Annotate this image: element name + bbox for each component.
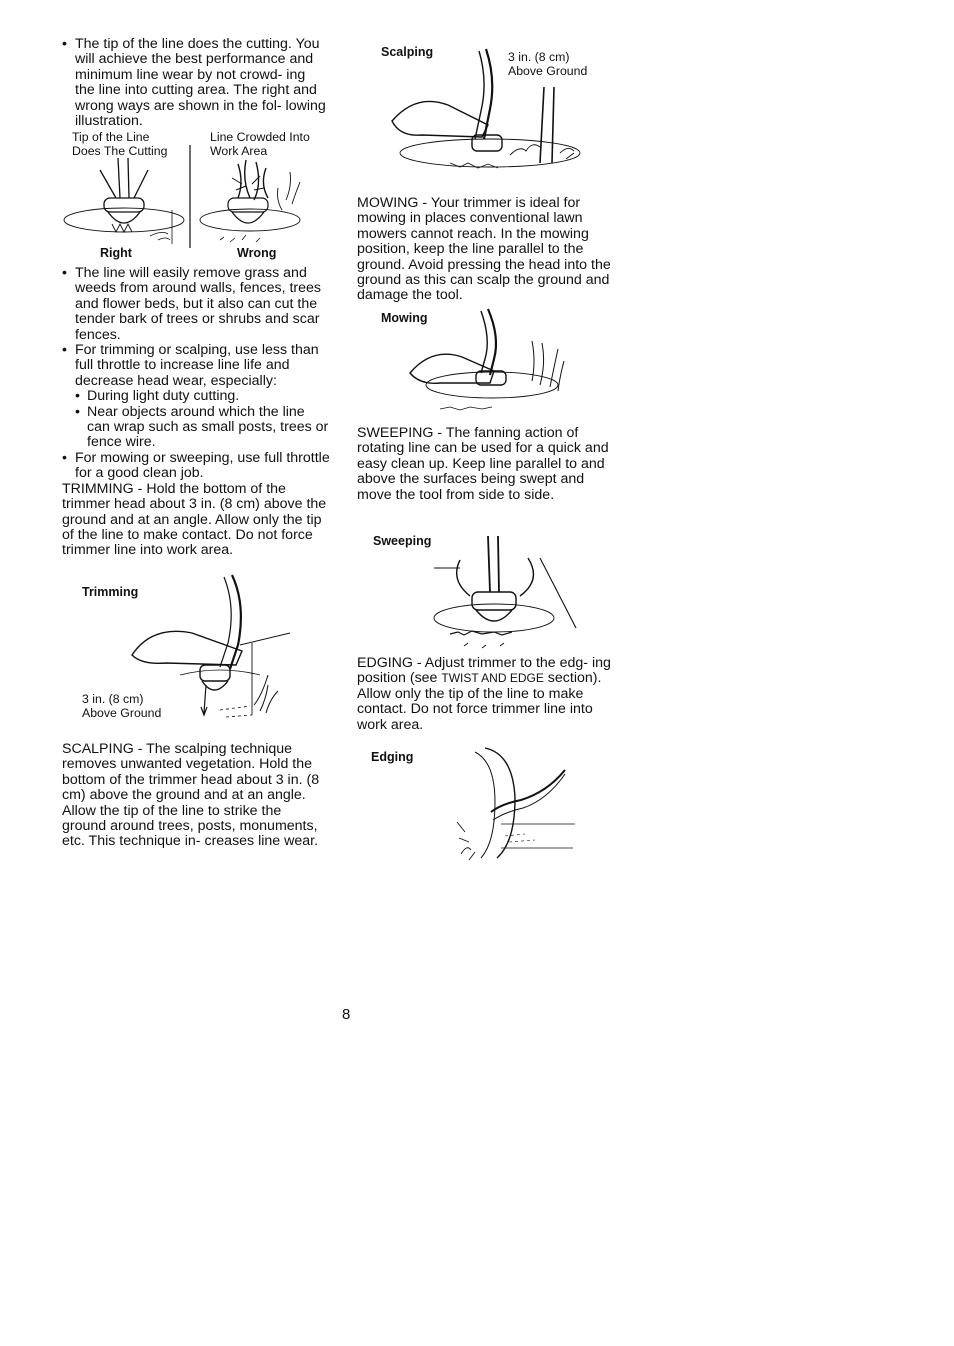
- scalp-height-line1: 3 in. (8 cm): [508, 50, 570, 64]
- bullet-dot: •: [62, 449, 67, 466]
- bullet-tip-cutting: [62, 37, 328, 129]
- sub-bullet-light: [62, 389, 330, 404]
- sub-bullet-near: [62, 405, 330, 451]
- caption-crowd-line2: Work Area: [210, 144, 268, 158]
- page-number: 8: [342, 1006, 351, 1023]
- bullet-tip-text: The tip of the line does the cutting. You will achieve the best performance and minimum line wear by not crowd- ing the line into cutting area. The right and wrong ways are shown in the fol- lowing illustration.: [75, 36, 326, 130]
- edging-text: [357, 656, 621, 733]
- edging-text-twist-and-edge: TWIST AND EDGE: [441, 671, 544, 686]
- edging-illustration: [445, 742, 580, 867]
- trim-height-line1: 3 in. (8 cm): [82, 692, 144, 706]
- caption-crowd-line1: Line Crowded Into: [210, 130, 310, 144]
- trim-height-line2: Above Ground: [82, 706, 162, 720]
- label-edging: Edging: [371, 750, 414, 764]
- label-trimming: Trimming: [82, 585, 139, 599]
- edging-text-b: section). Allow only the tip of the line to make contact. Do not force trimmer line into work area.: [357, 670, 602, 733]
- mowing-paragraph: [357, 196, 621, 304]
- mowing-illustration: [400, 305, 575, 420]
- trimming-paragraph: TRIMMING - Hold the bottom of the trimmer head about 3 in. (8 cm) above the ground and at an angle. Allow only the tip of the line to make contact. Do not force trimmer line into work area.: [62, 480, 327, 559]
- label-mowing: Mowing: [381, 311, 428, 325]
- label-scalping: Scalping: [381, 45, 434, 59]
- sub-near-text: Near objects around which the line can wrap such as small posts, trees or fence wire.: [87, 403, 329, 451]
- scalping-illustration: [380, 45, 600, 190]
- mowing-text: MOWING - Your trimmer is ideal for mowing in places conventional lawn mowers cannot reach. In the mowing position, keep the line parallel to the ground. Avoid pressing the head into the ground as this can scalp the ground and damage the tool.: [357, 195, 611, 304]
- bullet-remove: [62, 266, 330, 343]
- caption-tip-line1: Tip of the Line: [72, 130, 150, 144]
- sweeping-text: SWEEPING - The fanning action of rotating line can be used for a quick and easy clean up. Keep line parallel to and above the surfaces being swept and move the tool from side to side.: [357, 425, 609, 503]
- caption-tip-line2: Does The Cutting: [72, 144, 168, 158]
- sub-light-text: During light duty cutting.: [87, 388, 240, 405]
- sweeping-illustration: [420, 530, 590, 655]
- scalp-height-line2: Above Ground: [508, 64, 588, 78]
- sweeping-paragraph: [357, 426, 621, 503]
- trim-height-caption: [82, 692, 161, 720]
- bullet-dot: •: [75, 388, 80, 405]
- bullet-throttle-text: For trimming or scalping, use less than full throttle to increase line life and decrease head wear, especially:: [75, 342, 319, 389]
- bullet-dot: •: [62, 36, 67, 52]
- scalping-text: SCALPING - The scalping technique removes unwanted vegetation. Hold the bottom of the trimmer head about 3 in. (8 cm) above the ground and at an angle. Allow the tip of the line to strike the ground around trees, posts, monuments, etc. This technique in- creases line wear.: [62, 741, 320, 850]
- bullet-throttle: [62, 343, 330, 389]
- label-right: Right: [100, 246, 132, 260]
- bullet-dot: •: [62, 265, 67, 281]
- scalping-paragraph: [62, 742, 326, 850]
- label-sweeping: Sweeping: [373, 534, 432, 548]
- bullet-remove-text: The line will easily remove grass and weeds from around walls, fences, trees and flower beds, but it also can cut the tender bark of trees or shrubs and scar fences.: [75, 265, 322, 343]
- left-column: [62, 37, 328, 129]
- edging-text-a: EDGING - Adjust trimmer to the edg- ing position (see: [357, 655, 611, 687]
- edging-paragraph: [357, 656, 621, 733]
- bullet-dot: •: [62, 342, 67, 359]
- bullet-full-text: For mowing or sweeping, use full throttle for a good clean job.: [75, 449, 330, 482]
- left-column-bullets: [62, 266, 330, 559]
- label-wrong: Wrong: [237, 246, 277, 260]
- bullet-full-throttle: [62, 451, 330, 482]
- right-wrong-illustration: [60, 140, 320, 252]
- bullet-dot: •: [75, 403, 80, 420]
